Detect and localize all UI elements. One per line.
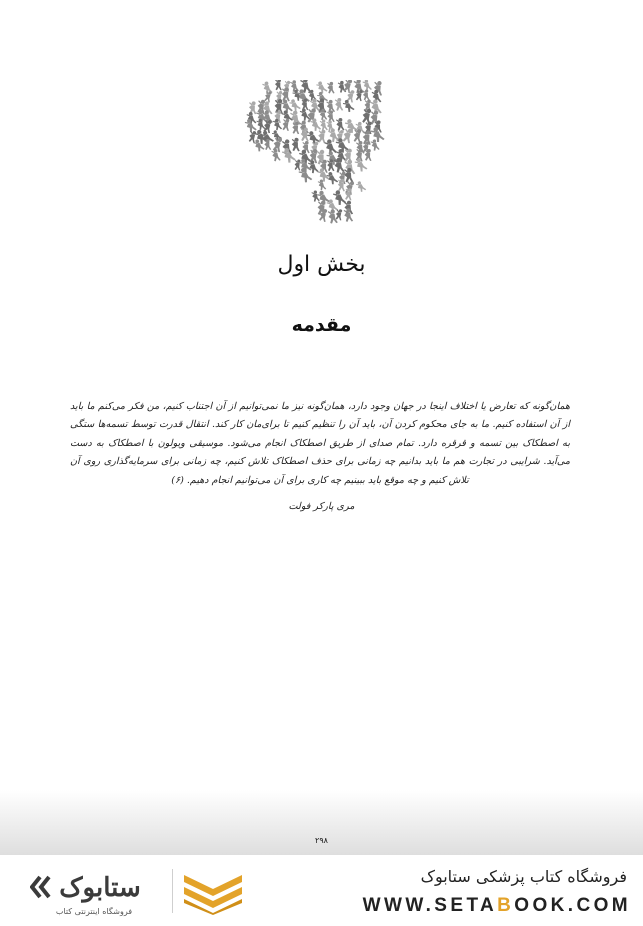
person-figure xyxy=(320,119,328,131)
person-figure xyxy=(290,137,301,152)
store-name: فروشگاه کتاب پزشکی ستابوک xyxy=(420,867,627,886)
person-figure xyxy=(308,160,319,174)
double-chevron-icon xyxy=(30,873,52,901)
person-figure xyxy=(336,118,345,131)
publisher-banner xyxy=(0,855,643,926)
person-figure xyxy=(273,118,283,131)
quote-line: اصطکاک به دست می‌آید. شرایبی در تجارت هم ما باید بدانیم چه زمانی برای حذف اصطکاک تلاش کنیم، چه زمانی xyxy=(70,437,570,468)
person-figure xyxy=(355,180,366,193)
person-figure xyxy=(362,89,370,101)
quote-line: همان‌گونه که تعارض یا اختلاف اینجا در جهان وجود دارد، همان‌گونه نیز ما نمی‌توانیم از آن اجتناب کنیم، من فکر می‌کنم xyxy=(98,401,570,412)
person-figure xyxy=(343,187,354,201)
quote-line: برای سرمایه‌گذاری روی آن تلاش کنیم و چه موقع باید ببینیم چه کاری برای آن می‌توانیم انجام دهیم. (۶) xyxy=(70,456,469,486)
person-figure xyxy=(334,98,344,111)
person-figure xyxy=(317,179,326,191)
person-figure xyxy=(332,189,346,206)
quote-line: ما باید از آن استفاده کنیم. ما به جای محکوم کردن آن، باید آن را تنظیم کنیم تا برای‌مان کار کند. انتقال قدرت توسط xyxy=(70,401,570,431)
people-crowd-ornament xyxy=(236,80,406,225)
url-prefix: WWW. xyxy=(362,895,435,916)
book-stack-logo-icon xyxy=(182,871,244,915)
part-title: بخش اول xyxy=(277,252,366,277)
person-figure xyxy=(280,118,291,132)
person-figure xyxy=(343,167,354,183)
person-figure xyxy=(337,171,348,185)
brand-divider xyxy=(172,869,173,913)
store-url-link[interactable] xyxy=(301,895,631,917)
brand-tagline: فروشگاه اینترنتی کتاب xyxy=(55,907,133,916)
quote-author: مری پارکر فولت xyxy=(288,501,355,512)
person-figure xyxy=(244,118,257,134)
url-suffix: .COM xyxy=(567,895,631,916)
section-title: مقدمه xyxy=(291,314,352,336)
page-number: ۲۹۸ xyxy=(315,836,328,845)
person-figure xyxy=(370,126,385,144)
person-figure xyxy=(317,167,331,183)
url-seta: SETA xyxy=(434,895,498,916)
person-figure xyxy=(310,117,322,131)
person-figure xyxy=(253,138,265,152)
quote-line: تسمه‌ها ستگی به اصطکاک بین تسمه و قرقره دارد. تمام صدای از طریق اصطکاک انجام می‌شود. موسیقی ویولون با xyxy=(70,419,570,449)
person-figure xyxy=(326,81,335,93)
person-figure xyxy=(328,209,338,223)
url-highlight: B xyxy=(497,895,515,916)
person-figure xyxy=(344,208,354,222)
brand-logo-text: ستابوک xyxy=(59,872,141,902)
epigraph-quote xyxy=(70,398,570,490)
url-ook: OOK xyxy=(514,895,568,916)
person-figure xyxy=(311,190,320,202)
person-figure xyxy=(336,178,347,192)
crowd-figures xyxy=(244,80,385,224)
person-figure xyxy=(299,127,311,142)
person-figure xyxy=(290,80,299,92)
